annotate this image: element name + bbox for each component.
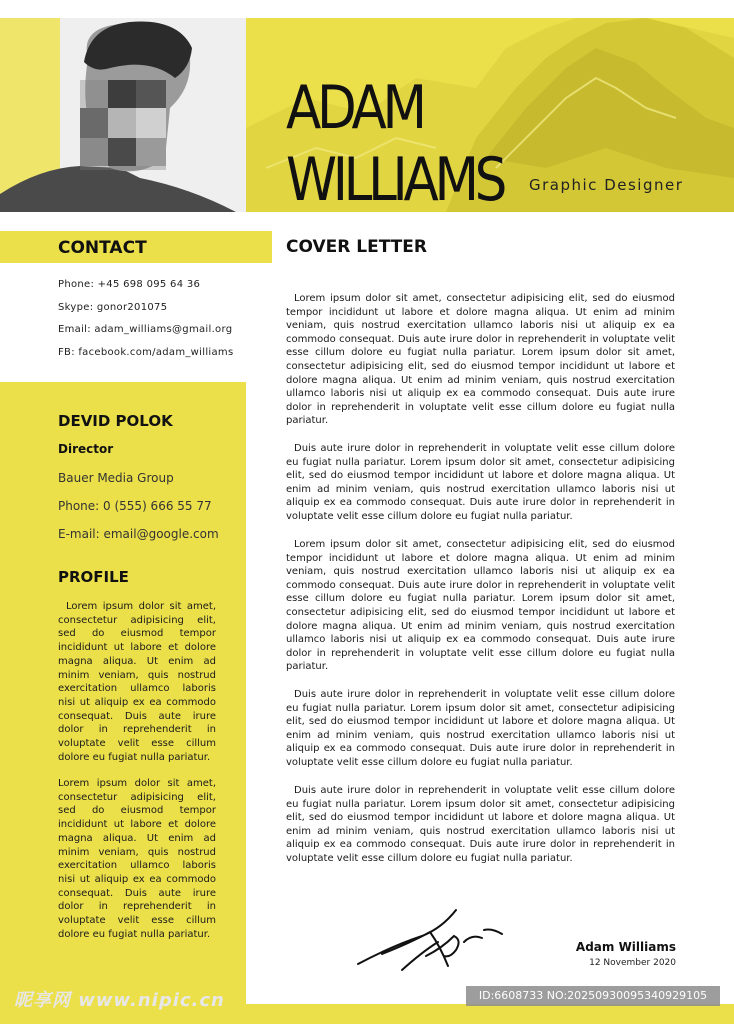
contact-email: Email: adam_williams@gmail.org: [58, 324, 233, 335]
profile-heading: PROFILE: [58, 568, 129, 586]
reference-phone: Phone: 0 (555) 666 55 77: [58, 499, 212, 513]
signature-date: 12 November 2020: [589, 958, 676, 968]
cover-heading-bar: [246, 231, 272, 263]
reference-title: Director: [58, 442, 114, 456]
reference-email: E-mail: email@google.com: [58, 527, 219, 541]
image-id-watermark: ID:6608733 NO:20250930095340929105: [466, 986, 720, 1006]
bottom-accent-bar: [246, 1004, 734, 1024]
contact-facebook: FB: facebook.com/adam_williams: [58, 347, 234, 358]
handwritten-signature: [352, 906, 512, 978]
contact-skype: Skype: gonor201075: [58, 302, 168, 313]
contact-heading: CONTACT: [58, 238, 147, 258]
signature-name: Adam Williams: [575, 940, 676, 954]
reference-name: DEVID POLOK: [58, 412, 173, 430]
contact-phone: Phone: +45 698 095 64 36: [58, 279, 201, 290]
first-name: ADAM: [286, 73, 423, 143]
site-watermark: 昵享网 www.nipic.cn: [14, 990, 225, 1011]
cover-paragraph-1: Lorem ipsum dolor sit amet, consectetur adipisicing elit, sed do eiusmod tempor incididunt ut labore et dolore magna aliqua. Ut enim ad minim veniam, quis nostrud exercitation ullamco laboris nisi ut aliquip ex ea commodo consequat. Duis aute irure dolor in reprehenderit in voluptate velit esse cillum dolore eu fugiat nulla pariatur. Lorem ipsum dolor sit amet, consectetur adipisicing elit, sed do eiusmod tempor incididunt ut labore et dolore magna aliqua. Ut enim ad minim veniam, quis nostrud exercitation ullamco laboris nisi ut aliquip ex ea commodo consequat. Duis aute irure dolor in reprehenderit in voluptate velit esse cillum dolore eu fugiat nulla pariatur.: [286, 293, 675, 427]
cover-paragraph-3: Lorem ipsum dolor sit amet, consectetur adipisicing elit, sed do eiusmod tempor incididunt ut labore et dolore magna aliqua. Ut enim ad minim veniam, quis nostrud exercitation ullamco laboris nisi ut aliquip ex ea commodo consequat. Duis aute irure dolor in reprehenderit in voluptate velit esse cillum dolore eu fugiat nulla pariatur. Lorem ipsum dolor sit amet, consectetur adipisicing elit, sed do eiusmod tempor incididunt ut labore et dolore magna aliqua. Ut enim ad minim veniam, quis nostrud exercitation ullamco laboris nisi ut aliquip ex ea commodo consequat. Duis aute irure dolor in reprehenderit in voluptate velit esse cillum dolore eu fugiat nulla pariatur.: [286, 539, 675, 673]
cover-letter-heading: COVER LETTER: [286, 237, 427, 257]
job-title: Graphic Designer: [529, 176, 684, 194]
profile-paragraph-1: Lorem ipsum dolor sit amet, consectetur adipisicing elit, sed do eiusmod tempor incididunt ut labore et dolore magna aliqua. Ut enim ad minim veniam, quis nostrud exercitation ullamco laboris nisi ut aliquip ex ea commodo consequat. Duis aute irure dolor in reprehenderit in voluptate velit esse cillum dolore eu fugiat nulla pariatur.: [58, 601, 216, 763]
reference-company: Bauer Media Group: [58, 471, 174, 485]
profile-paragraph-2: Lorem ipsum dolor sit amet, consectetur adipisicing elit, sed do eiusmod tempor incididunt ut labore et dolore magna aliqua. Ut enim ad minim veniam, quis nostrud exercitation ullamco laboris nisi ut aliquip ex ea commodo consequat. Duis aute irure dolor in reprehenderit in voluptate velit esse cillum dolore eu fugiat nulla pariatur.: [58, 778, 216, 940]
profile-photo: [0, 18, 246, 212]
last-name: WILLIAMS: [286, 145, 504, 215]
cover-paragraph-2: Duis aute irure dolor in reprehenderit in voluptate velit esse cillum dolore eu fugiat nulla pariatur. Lorem ipsum dolor sit amet, consectetur adipisicing elit, sed do eiusmod tempor incididunt ut labore et dolore magna aliqua. Ut enim ad minim veniam, quis nostrud exercitation ullamco laboris nisi ut aliquip ex ea commodo consequat. Duis aute irure dolor in reprehenderit in voluptate velit esse cillum dolore eu fugiat nulla pariatur.: [286, 443, 675, 522]
cover-paragraph-4: Duis aute irure dolor in reprehenderit in voluptate velit esse cillum dolore eu fugiat nulla pariatur. Lorem ipsum dolor sit amet, consectetur adipisicing elit, sed do eiusmod tempor incididunt ut labore et dolore magna aliqua. Ut enim ad minim veniam, quis nostrud exercitation ullamco laboris nisi ut aliquip ex ea commodo consequat. Duis aute irure dolor in reprehenderit in voluptate velit esse cillum dolore eu fugiat nulla pariatur.: [286, 689, 675, 768]
person-silhouette: [0, 18, 246, 212]
cover-paragraph-5: Duis aute irure dolor in reprehenderit in voluptate velit esse cillum dolore eu fugiat nulla pariatur. Lorem ipsum dolor sit amet, consectetur adipisicing elit, sed do eiusmod tempor incididunt ut labore et dolore magna aliqua. Ut enim ad minim veniam, quis nostrud exercitation ullamco laboris nisi ut aliquip ex ea commodo consequat. Duis aute irure dolor in reprehenderit in voluptate velit esse cillum dolore eu fugiat nulla pariatur.: [286, 785, 675, 864]
